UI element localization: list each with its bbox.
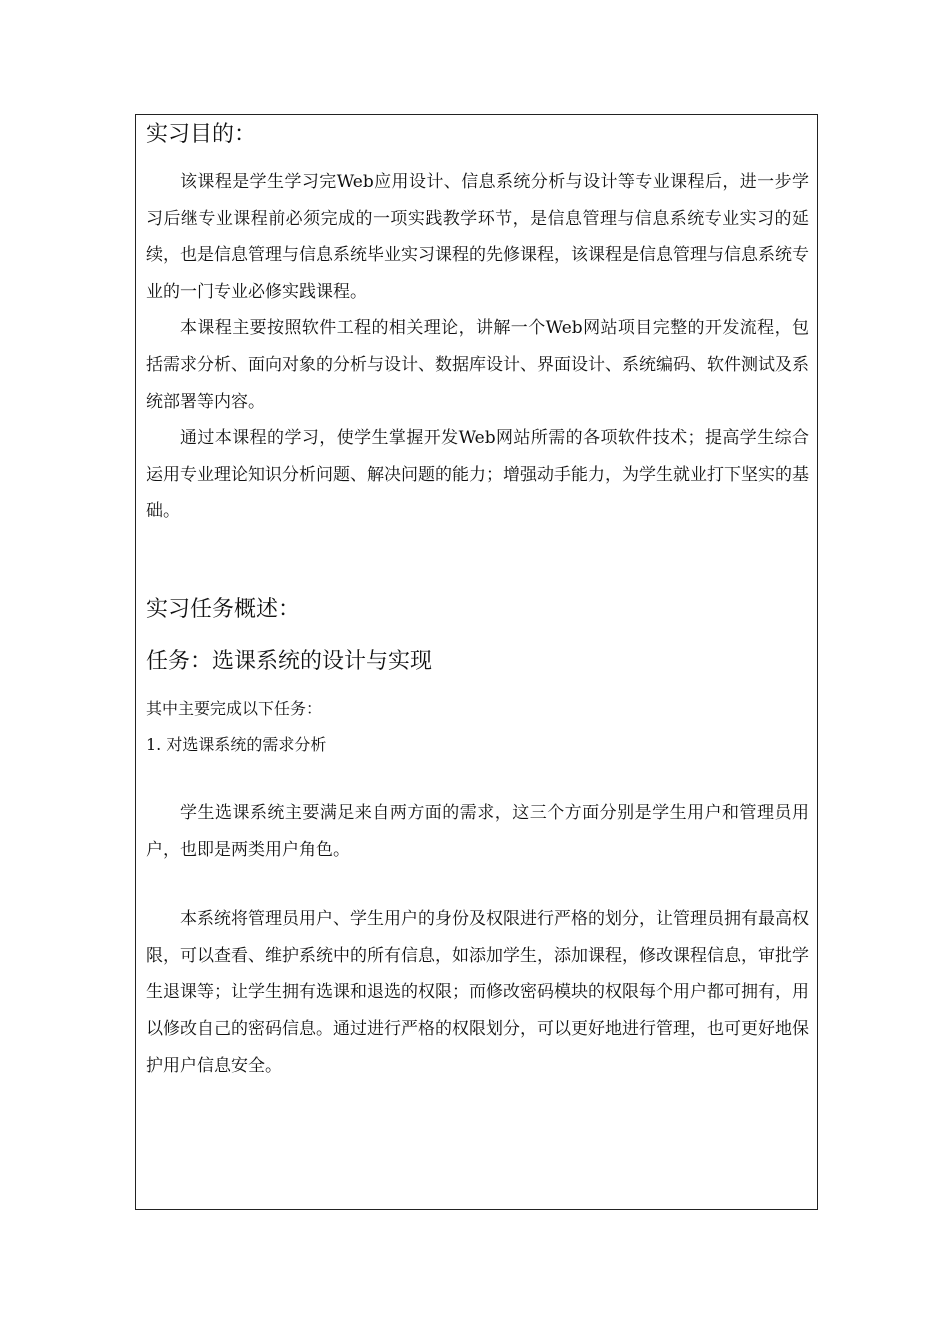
section-heading-purpose: 实习目的： xyxy=(146,122,257,147)
purpose-paragraph-1: 该课程是学生学习完Web应用设计、信息系统分析与设计等专业课程后，进一步学习后继专业课程前必须完成的一项实践教学环节，是信息管理与信息系统专业实习的延续，也是信息管理与信息系统毕业实习课程的先修课程，该课程是信息管理与信息系统专业的一门专业必修实践课程。 xyxy=(146,172,809,302)
requirement-paragraph-2: 本系统将管理员用户、学生用户的身份及权限进行严格的划分，让管理员拥有最高权限，可以查看、维护系统中的所有信息，如添加学生，添加课程，修改课程信息，审批学生退课等；让学生拥有选课和退选的权限；而修改密码模块的权限每个用户都可拥有，用以修改自己的密码信息。通过进行严格的权限划分，可以更好地进行管理，也可更好地保护用户信息安全。 xyxy=(146,909,809,1076)
task-intro: 其中主要完成以下任务： xyxy=(146,698,323,718)
cell-content xyxy=(146,115,809,1084)
task-item-1: 1. 对选课系统的需求分析 xyxy=(146,734,327,754)
section-heading-overview: 实习任务概述： xyxy=(146,596,301,622)
purpose-paragraph-3: 通过本课程的学习，使学生掌握开发Web网站所需的各项软件技术；提高学生综合运用专业理论知识分析问题、解决问题的能力；增强动手能力，为学生就业打下坚实的基础。 xyxy=(146,428,809,522)
task-title: 任务：选课系统的设计与实现 xyxy=(146,648,433,674)
requirement-paragraph-1: 学生选课系统主要满足来自两方面的需求，这三个方面分别是学生用户和管理员用户，也即是两类用户角色。 xyxy=(146,802,809,860)
purpose-paragraph-2: 本课程主要按照软件工程的相关理论，讲解一个Web网站项目完整的开发流程，包括需求分析、面向对象的分析与设计、数据库设计、界面设计、系统编码、软件测试及系统部署等内容。 xyxy=(146,318,809,412)
report-table-cell xyxy=(135,114,818,1210)
